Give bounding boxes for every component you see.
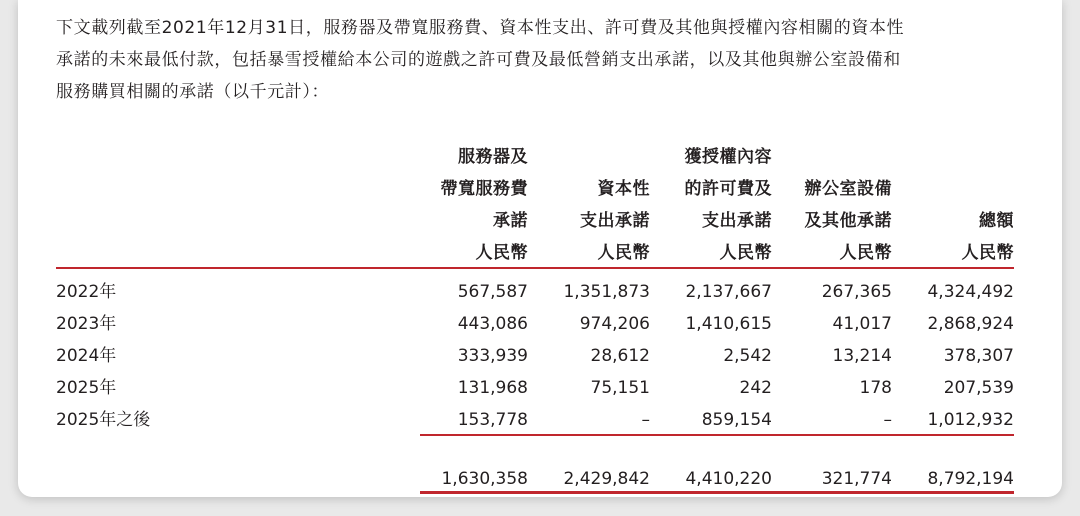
col-header-office-equipment (805, 141, 893, 269)
header-line: 人民幣 (839, 243, 892, 263)
header-line (805, 141, 893, 173)
intro-line-1: 下文載列截至2021年12月31日，服務器及帶寬服務費、資本性支出、許可費及其他與授權內容相關的資本性 (56, 18, 905, 38)
table-cell: 1,012,932 (927, 410, 1014, 430)
subtotal-rule (420, 434, 1014, 436)
header-line (580, 141, 650, 173)
table-row (18, 308, 1062, 340)
table-cell: – (883, 410, 892, 430)
header-line: 資本性 (597, 179, 650, 199)
header-line: 總額 (979, 211, 1014, 231)
header-line (962, 141, 1015, 173)
table-cell: 242 (739, 378, 772, 398)
table-cell: 207,539 (943, 378, 1014, 398)
header-line: 人民幣 (961, 243, 1014, 263)
table-row (18, 372, 1062, 404)
col-header-server-bandwidth (441, 141, 529, 269)
table-cell: 267,365 (821, 282, 892, 302)
row-label: 2023年 (56, 314, 117, 334)
table-cell: 131,968 (457, 378, 528, 398)
header-line: 的許可費及 (684, 179, 772, 199)
table-cell: 567,587 (457, 282, 528, 302)
table-cell: 974,206 (579, 314, 650, 334)
table-row (18, 340, 1062, 372)
row-label: 2022年 (56, 282, 117, 302)
total-server-bandwidth: 1,630,358 (441, 469, 528, 489)
header-line: 人民幣 (719, 243, 772, 263)
table-cell: 443,086 (457, 314, 528, 334)
table-cell: 1,351,873 (563, 282, 650, 302)
header-line: 服務器及 (458, 147, 528, 167)
table-cell: 28,612 (590, 346, 650, 366)
header-line: 人民幣 (475, 243, 528, 263)
intro-line-2: 承諾的未來最低付款，包括暴雪授權給本公司的遊戲之許可費及最低營銷支出承諾，以及其他與辦公室設備和 (56, 50, 901, 70)
table-cell: 333,939 (457, 346, 528, 366)
table-cell: 41,017 (832, 314, 892, 334)
intro-line-3: 服務購買相關的承諾（以千元計）： (56, 82, 330, 102)
table-row (18, 404, 1062, 436)
header-line: 辦公室設備 (804, 179, 892, 199)
col-header-licensed-content (685, 141, 773, 269)
header-line: 承諾 (493, 211, 528, 231)
table-cell: 2,137,667 (685, 282, 772, 302)
col-header-capex (580, 141, 650, 269)
total-rule (420, 491, 1014, 494)
col-header-total (962, 141, 1015, 269)
header-line: 人民幣 (597, 243, 650, 263)
table-cell: 2,542 (723, 346, 772, 366)
table-cell: 1,410,615 (685, 314, 772, 334)
header-rule (56, 267, 1014, 269)
header-line: 支出承諾 (580, 211, 650, 231)
total-licensed-content: 4,410,220 (685, 469, 772, 489)
table-cell: 2,868,924 (927, 314, 1014, 334)
header-line: 帶寬服務費 (440, 179, 528, 199)
header-line: 及其他承諾 (804, 211, 892, 231)
table-cell: 13,214 (832, 346, 892, 366)
row-label: 2025年之後 (56, 410, 151, 430)
header-line (962, 173, 1015, 205)
table-cell: 178 (859, 378, 892, 398)
table-cell: 153,778 (457, 410, 528, 430)
header-line: 獲授權內容 (684, 147, 772, 167)
table-cell: 378,307 (943, 346, 1014, 366)
header-line: 支出承諾 (702, 211, 772, 231)
table-cell: 4,324,492 (927, 282, 1014, 302)
table-cell: 75,151 (590, 378, 650, 398)
total-capex: 2,429,842 (563, 469, 650, 489)
total-grand: 8,792,194 (927, 469, 1014, 489)
table-row (18, 276, 1062, 308)
document-page (18, 0, 1062, 497)
total-office-equipment: 321,774 (821, 469, 892, 489)
intro-paragraph (56, 12, 1036, 108)
table-cell: 859,154 (701, 410, 772, 430)
row-label: 2024年 (56, 346, 117, 366)
row-label: 2025年 (56, 378, 117, 398)
table-cell: – (641, 410, 650, 430)
